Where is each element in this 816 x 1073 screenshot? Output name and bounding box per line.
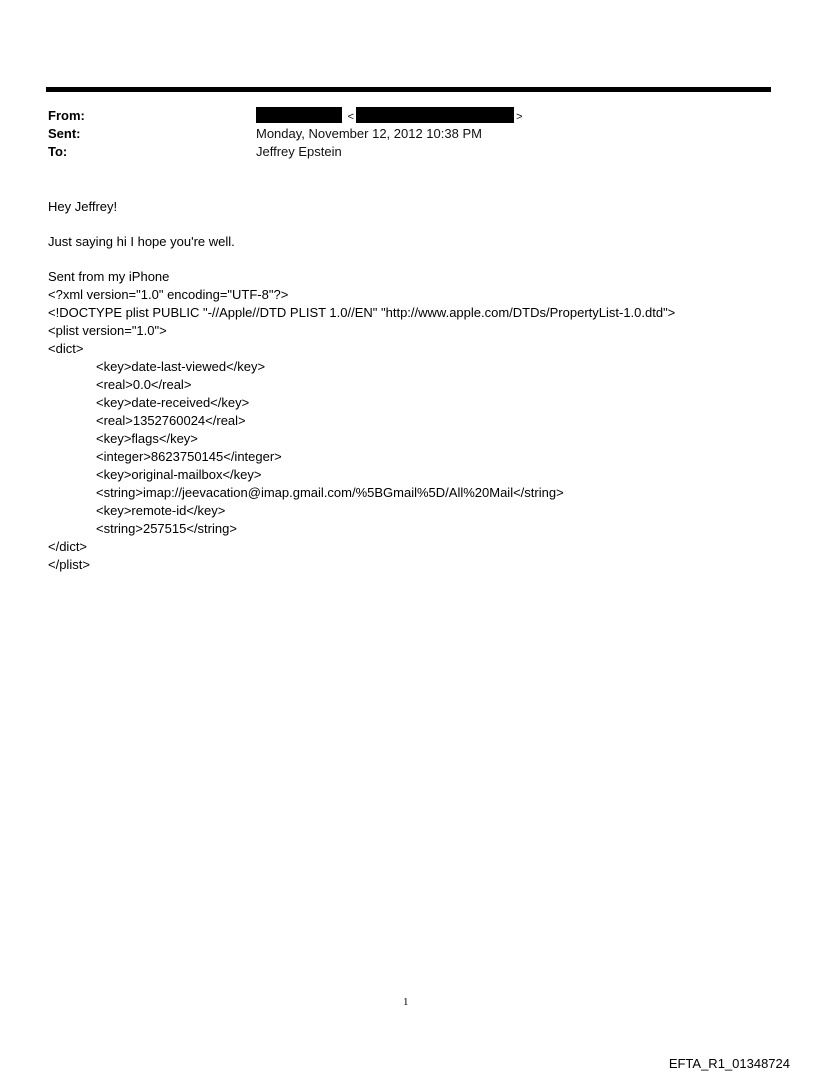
dict-line: <key>date-last-viewed</key>: [96, 359, 266, 374]
sent-value: Monday, November 12, 2012 10:38 PM: [256, 126, 482, 141]
to-label: To:: [48, 144, 68, 159]
plist-open: <plist version="1.0">: [48, 323, 167, 338]
email-open-bracket: <: [347, 111, 355, 123]
from-label: From:: [48, 108, 85, 123]
to-value: Jeffrey Epstein: [256, 144, 342, 159]
dict-line: <string>257515</string>: [96, 521, 237, 536]
redacted-sender-email: [356, 107, 514, 123]
dict-line: <key>date-received</key>: [96, 395, 250, 410]
to-row: [48, 143, 748, 161]
page-number: 1: [403, 996, 409, 1008]
sent-row: [48, 125, 748, 143]
message-text: Just saying hi I hope you're well.: [48, 234, 235, 249]
dict-line: <string>imap://jeevacation@imap.gmail.com/%5BGmail%5D/All%20Mail</string>: [96, 485, 564, 500]
plist-close: </plist>: [48, 557, 90, 572]
dict-line: <real>1352760024</real>: [96, 413, 246, 428]
dict-line: <key>original-mailbox</key>: [96, 467, 262, 482]
dict-line: <key>flags</key>: [96, 431, 198, 446]
dict-line: <key>remote-id</key>: [96, 503, 226, 518]
from-row: [48, 107, 748, 125]
greeting: Hey Jeffrey!: [48, 199, 118, 214]
doctype-line: <!DOCTYPE plist PUBLIC "-//Apple//DTD PLIST 1.0//EN" "http://www.apple.com/DTDs/PropertyList-1.0.dtd">: [48, 305, 676, 320]
signature: Sent from my iPhone: [48, 269, 170, 284]
sent-label: Sent:: [48, 126, 81, 141]
email-close-bracket: >: [516, 111, 523, 123]
header-divider: [46, 87, 771, 92]
document-id-stamp: EFTA_R1_01348724: [668, 1056, 790, 1071]
from-value: [256, 107, 525, 126]
dict-line: <real>0.0</real>: [96, 377, 192, 392]
dict-line: <integer>8623750145</integer>: [96, 449, 282, 464]
xml-declaration: <?xml version="1.0" encoding="UTF-8"?>: [48, 287, 289, 302]
redacted-sender-name: [256, 107, 342, 123]
dict-close: </dict>: [48, 539, 88, 554]
dict-open: <dict>: [48, 341, 84, 356]
